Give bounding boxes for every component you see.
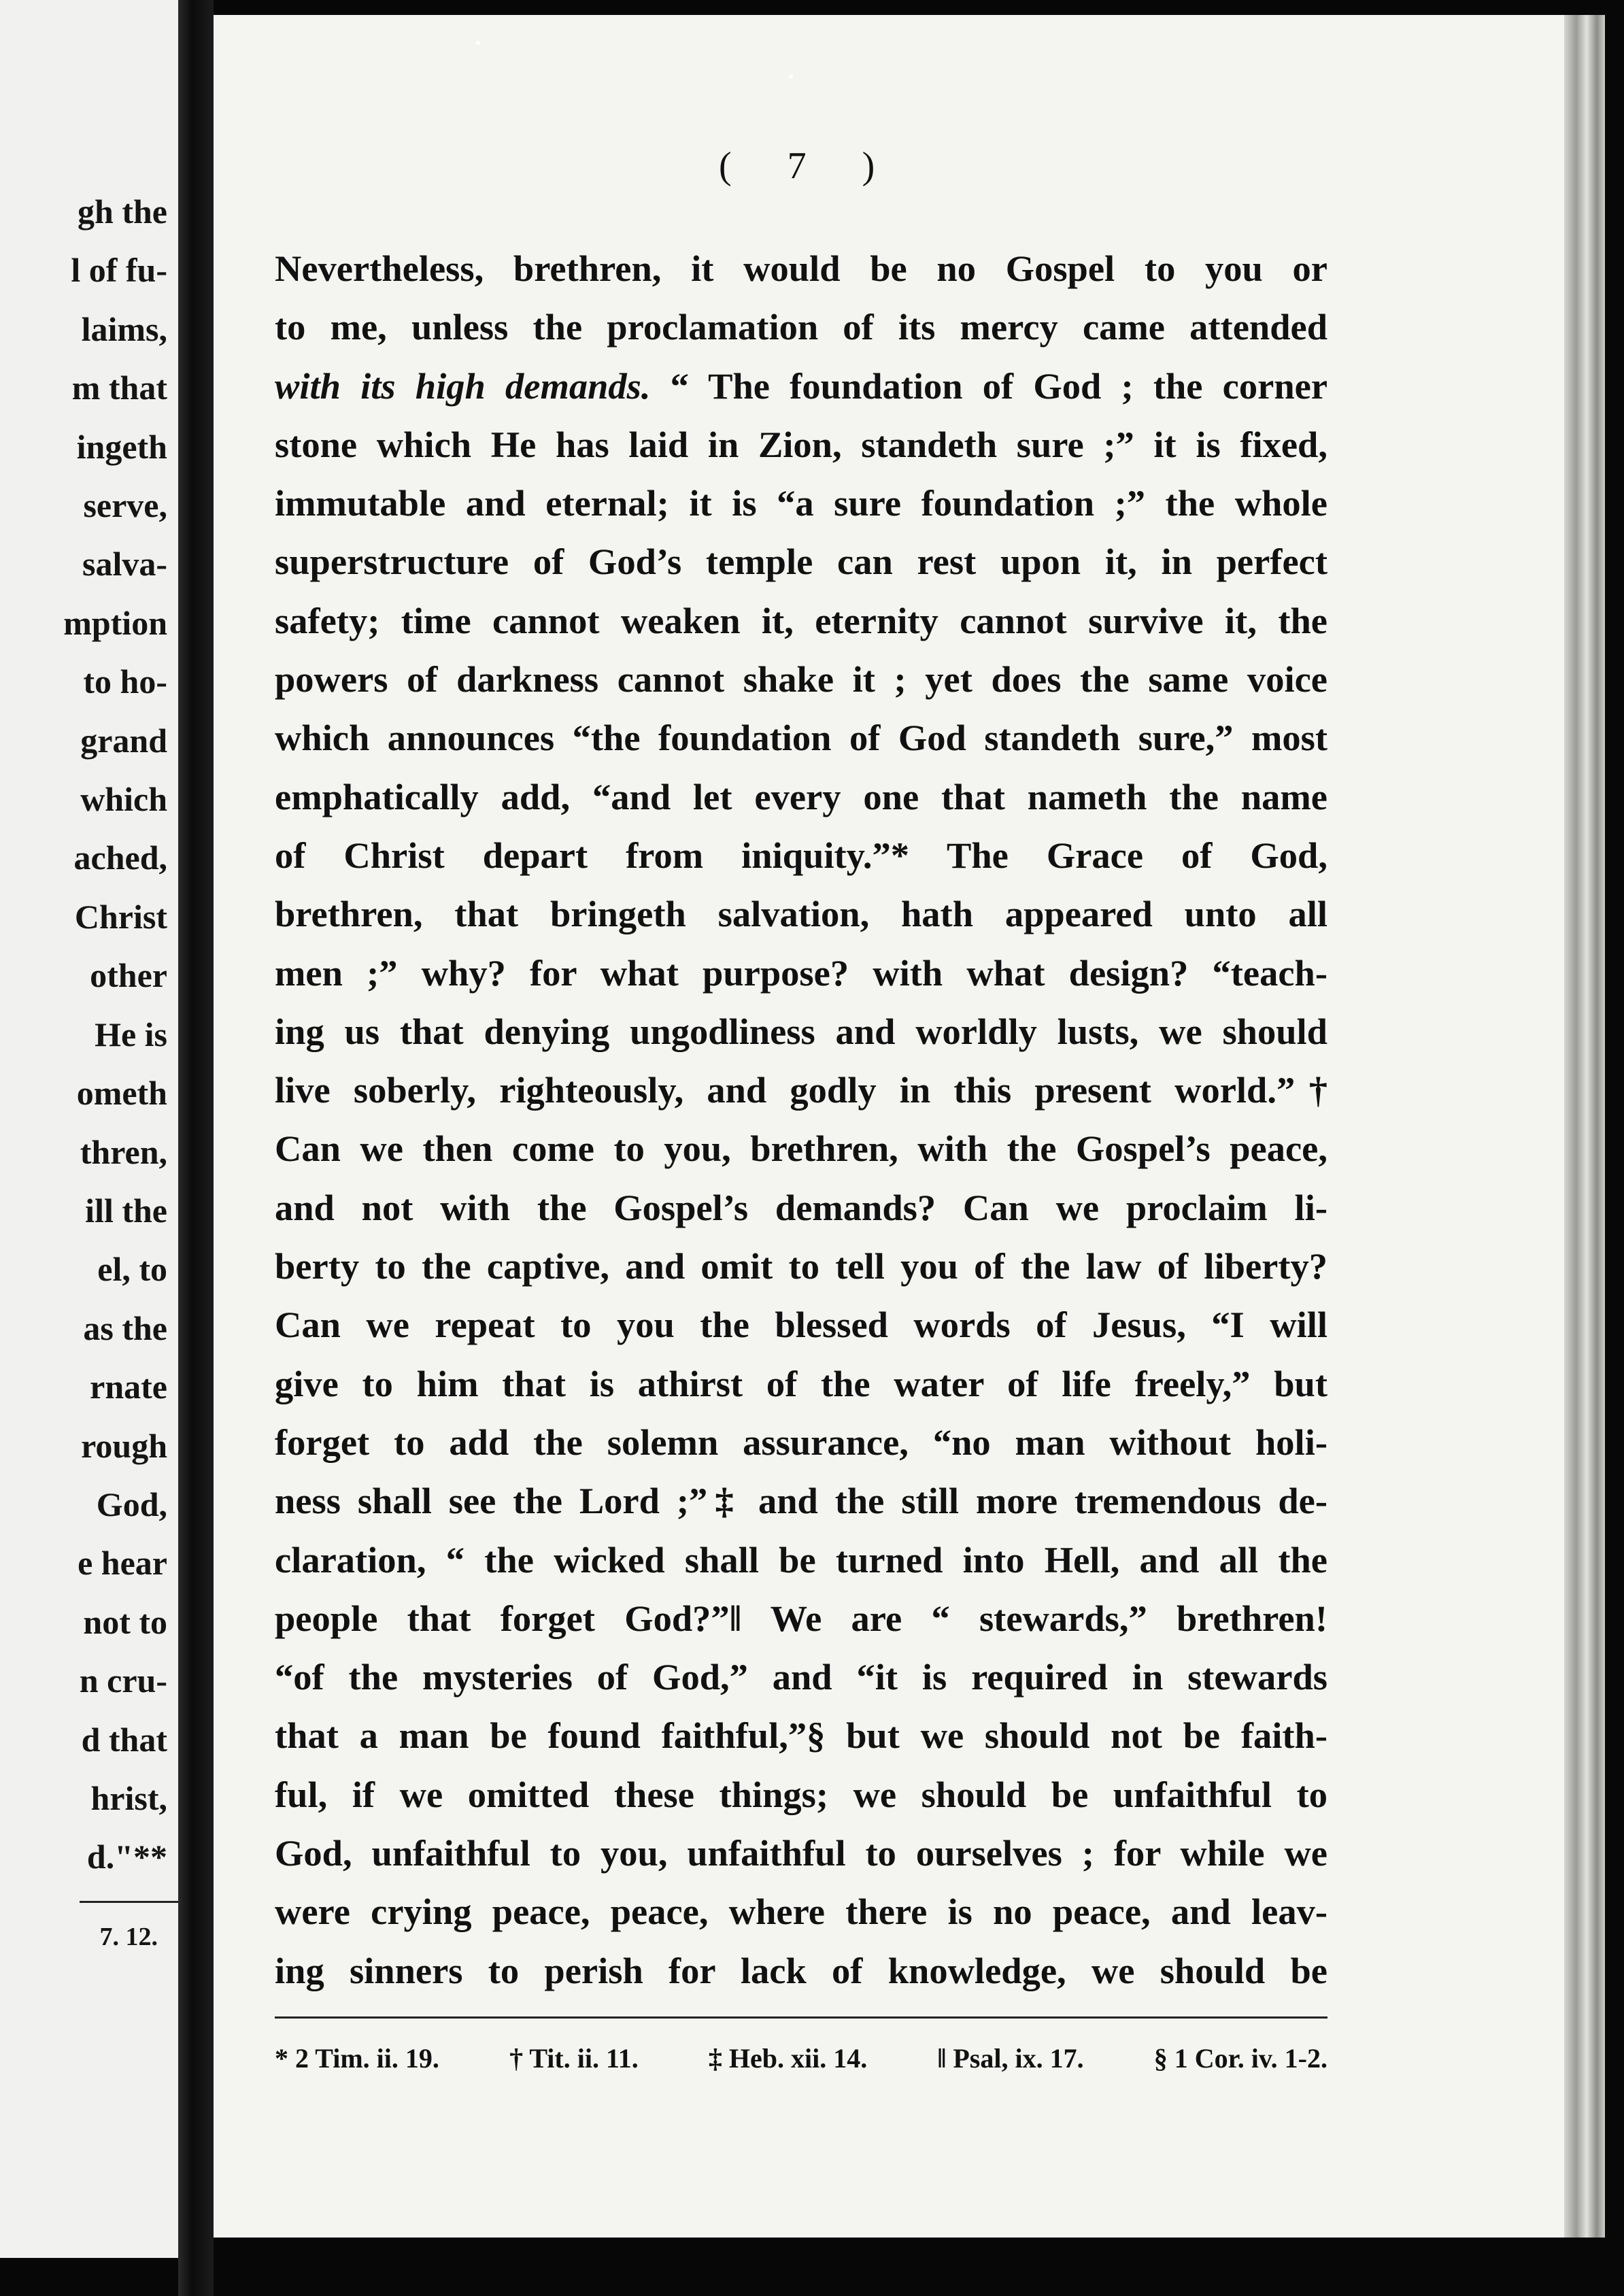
previous-page-line: as the (83, 1309, 167, 1347)
previous-page-line: l of fu- (71, 251, 167, 290)
text-line: Can we then come to you, brethren, with the Gospel’s peace, (275, 1128, 1327, 1170)
previous-page-line: ached, (73, 839, 167, 877)
text-line: Nevertheless, brethren, it would be no Gospel to you or (275, 248, 1327, 289)
previous-page-line: mption (63, 603, 167, 642)
previous-page-line: not to (83, 1602, 167, 1641)
text-line: give to him that is athirst of the water of life freely,” but (275, 1362, 1327, 1404)
previous-page-line: el, to (97, 1250, 167, 1289)
text-line: were crying peace, peace, where there is no peace, and leav- (275, 1891, 1327, 1933)
text-line: which announces “the foundation of God standeth sure,” most (275, 717, 1327, 759)
book-gutter (178, 0, 214, 2296)
footnote: § 1 Cor. iv. 1-2. (1153, 2043, 1327, 2074)
text-line: that a man be found faithful,”§ but we should not be faith- (275, 1715, 1327, 1757)
text-line: people that forget God?”‖ We are “ stewards,” brethren! (275, 1597, 1327, 1639)
text-line: with its high demands. “ The foundation of God ; the corner (275, 365, 1328, 407)
previous-page-line: He is (95, 1015, 167, 1053)
text-line: men ;” why? for what purpose? with what design? “teach- (275, 951, 1327, 994)
text-line: God, unfaithful to you, unfaithful to ourselves ; for while we (275, 1832, 1327, 1874)
footnote: ‖ Psal, ix. 17. (937, 2043, 1084, 2074)
text-line: powers of darkness cannot shake it ; yet does the same voice (275, 658, 1327, 700)
text-line: berty to the captive, and omit to tell you of the law of liberty? (275, 1245, 1327, 1287)
footnote: ‡ Heb. xii. 14. (708, 2043, 868, 2074)
text-line: Can we repeat to you the blessed words of Jesus, “I will (275, 1304, 1327, 1346)
previous-page-line: serve, (83, 486, 167, 525)
text-line: stone which He has laid in Zion, standeth sure ;” it is fixed, (275, 423, 1327, 465)
text-line: and not with the Gospel’s demands? Can we proclaim li- (275, 1186, 1327, 1228)
footnote-rule (275, 2016, 1327, 2019)
text-line: live soberly, righteously, and godly in this present world.”† (275, 1069, 1327, 1111)
previous-page-line-endings (63, 182, 167, 1887)
text-line: claration, “ the wicked shall be turned into Hell, and all the (275, 1538, 1327, 1581)
previous-page-line: grand (80, 721, 167, 760)
text-line: ness shall see the Lord ;”‡ and the still more tremendous de- (275, 1480, 1327, 1522)
footnote: * 2 Tim. ii. 19. (275, 2043, 439, 2074)
previous-page-line: m that (71, 369, 167, 407)
text-line: immutable and eternal; it is “a sure foundation ;” the whole (275, 482, 1327, 524)
previous-page-line: to ho- (83, 662, 167, 701)
previous-page-line: other (90, 956, 167, 995)
text-line: superstructure of God’s temple can rest upon it, in perfect (275, 541, 1327, 583)
previous-page-line: laims, (81, 309, 167, 348)
previous-page-line: d that (81, 1720, 167, 1759)
text-line: ful, if we omitted these things; we should be unfaithful to (275, 1773, 1327, 1815)
text-line: to me, unless the proclamation of its mercy came attended (275, 306, 1327, 348)
previous-page-line: ometh (76, 1074, 167, 1113)
text-line: brethren, that bringeth salvation, hath appeared unto all (275, 893, 1327, 935)
speck (476, 41, 480, 45)
speck (789, 75, 793, 79)
emphasis: with its high demands. (275, 365, 651, 407)
text-line: of Christ depart from iniquity.”* The Grace of God, (275, 834, 1327, 876)
body-text (275, 239, 1327, 2000)
previous-page-line: salva- (82, 545, 167, 584)
previous-page-footnote-rule (80, 1901, 178, 1903)
text-line: emphatically add, “and let every one that nameth the name (275, 775, 1327, 817)
previous-page-line: e hear (78, 1544, 167, 1583)
previous-page-line: hrist, (90, 1778, 167, 1817)
footnote: † Tit. ii. 11. (509, 2043, 639, 2074)
footnotes (275, 2042, 1327, 2074)
text-line: safety; time cannot weaken it, eternity cannot survive it, the (275, 599, 1327, 641)
text-line: forget to add the solemn assurance, “no man without holi- (275, 1421, 1327, 1463)
page-number: ( 7 ) (719, 145, 898, 187)
previous-page-line: God, (96, 1485, 167, 1523)
previous-page-line: d."** (86, 1838, 167, 1876)
text-line: “of the mysteries of God,” and “it is required in stewards (275, 1656, 1327, 1698)
previous-page-footnote: 7. 12. (99, 1923, 158, 1951)
previous-page-line: n cru- (79, 1661, 167, 1700)
previous-page-line: thren, (80, 1132, 167, 1171)
previous-page-line: gh the (78, 192, 167, 231)
page-edge (1564, 15, 1605, 2238)
text-line: ing sinners to perish for lack of knowledge, we should be (275, 1949, 1327, 1991)
previous-page-line: ill the (85, 1191, 167, 1230)
previous-page-line: Christ (74, 897, 167, 936)
previous-page-line: which (80, 780, 167, 819)
previous-page (0, 0, 178, 2258)
previous-page-line: rough (81, 1426, 167, 1465)
previous-page-line: ingeth (76, 427, 167, 466)
previous-page-line: rnate (90, 1368, 167, 1406)
text-line: ing us that denying ungodliness and worldly lusts, we should (275, 1010, 1327, 1052)
